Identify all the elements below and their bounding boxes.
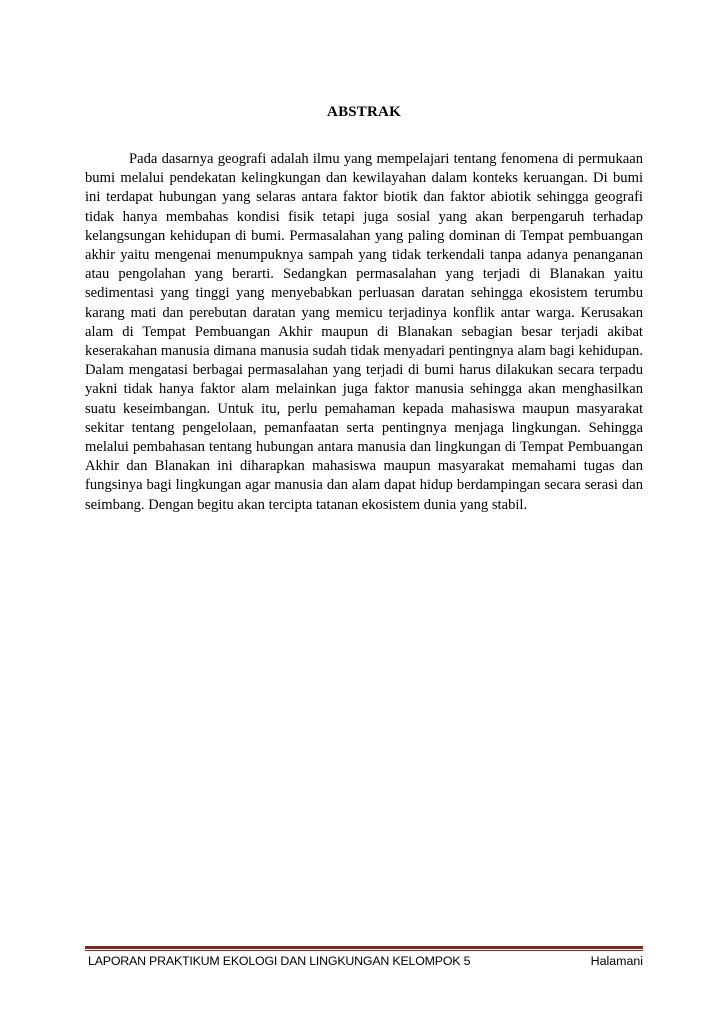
footer-report-title: LAPORAN PRAKTIKUM EKOLOGI DAN LINGKUNGAN KELOMPOK 5 (88, 954, 471, 968)
footer-divider-thin (85, 950, 643, 951)
abstract-title: ABSTRAK (327, 104, 401, 120)
abstract-paragraph: Pada dasarnya geografi adalah ilmu yang mempelajari tentang fenomena di permukaan bumi melalui pendekatan kelingkungan dan kewilayahan dalam konteks keruangan. Di bumi ini terdapat hubungan yang selaras antara faktor biotik dan faktor abiotik sehingga geografi tidak hanya membahas kondisi fisik tetapi juga sosial yang akan berpengaruh terhadap kelangsungan kehidupan di bumi. Permasalahan yang paling dominan di Tempat pembuangan akhir yaitu mengenai menumpuknya sampah yang tidak terkendali tanpa adanya penanganan atau pengolahan yang berarti. Sedangkan permasalahan yang terjadi di Blanakan yaitu sedimentasi yang tinggi yang menyebabkan perluasan daratan sehingga ekosistem terumbu karang mati dan perebutan daratan yang memicu terjadinya konflik antar warga. Kerusakan alam di Tempat Pembuangan Akhir maupun di Blanakan sebagian besar terjadi akibat keserakahan manusia dimana manusia sudah tidak menyadari pentingnya alam bagi kehidupan. Dalam mengatasi berbagai permasalahan yang terjadi di bumi harus dilakukan secara terpadu yakni tidak hanya faktor alam melainkan juga faktor manusia sehingga akan menghasilkan suatu keseimbangan. Untuk itu, perlu pemahaman kepada mahasiswa maupun masyarakat sekitar tentang pengelolaan, pemanfaatan serta pentingnya menjaga lingkungan. Sehingga melalui pembahasan tentang hubungan antara manusia dan lingkungan di Tempat Pembuangan Akhir dan Blanakan ini diharapkan mahasiswa maupun masyarakat memahami tugas dan fungsinya bagi lingkungan agar manusia dan alam dapat hidup berdampingan secara serasi dan seimbang. Dengan begitu akan tercipta tatanan ekosistem dunia yang stabil. (85, 151, 643, 513)
footer-divider-thick (85, 946, 643, 949)
footer-page-label: Halamani (590, 954, 643, 968)
